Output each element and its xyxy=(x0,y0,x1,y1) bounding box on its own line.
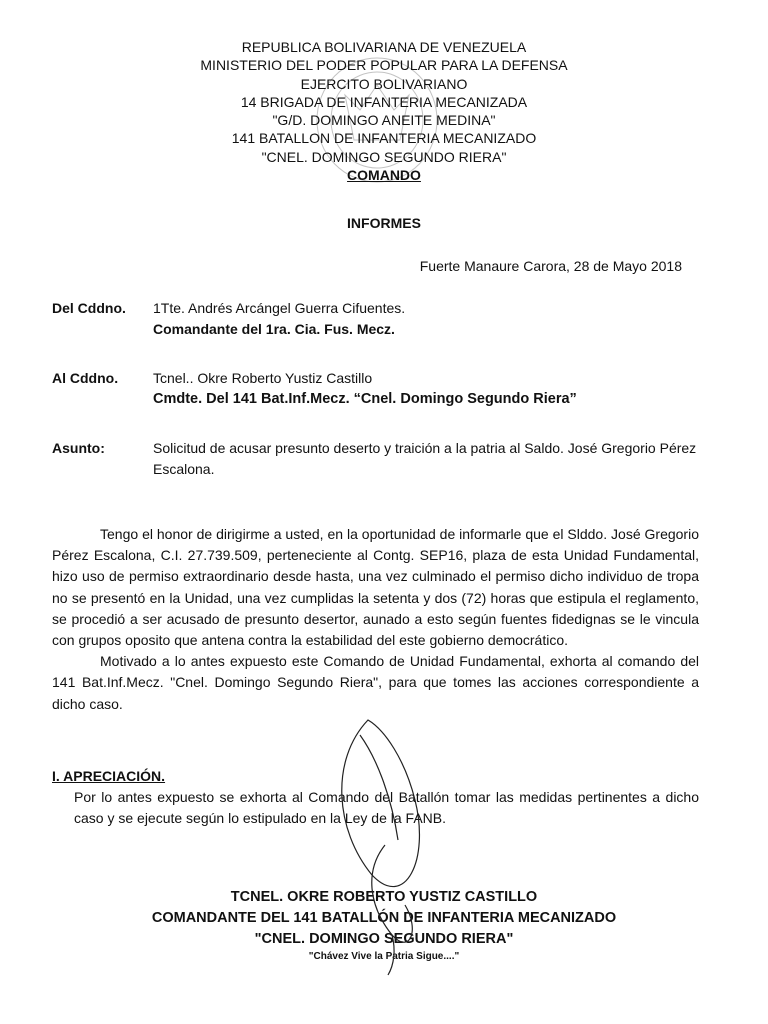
letterhead xyxy=(100,38,668,184)
letterhead-line: EJERCITO BOLIVARIANO xyxy=(300,75,468,92)
document-title: INFORMES xyxy=(347,215,421,231)
letterhead-line: 14 BRIGADA DE INFANTERIA MECANIZADA xyxy=(240,93,528,110)
from-name: 1Tte. Andrés Arcángel Guerra Cifuentes. xyxy=(153,300,406,316)
subject-text: Solicitud de acusar presunto deserto y traición a la patria al Saldo. José Gregorio Pérez Escalona. xyxy=(153,440,697,477)
section-heading: I. APRECIACIÓN. xyxy=(52,768,166,784)
signatory-name: TCNEL. OKRE ROBERTO YUSTIZ CASTILLO xyxy=(230,889,538,905)
subject-label: Asunto: xyxy=(52,440,105,456)
letterhead-command: COMANDO xyxy=(347,167,421,184)
appreciation-section xyxy=(52,766,699,829)
body-paragraph: Motivado a lo antes expuesto este Comando de Unidad Fundamental, exhorta al comando del 141 Bat.Inf.Mecz. "Cnel. Domingo Segundo Riera", para que tomes las acciones correspondiente a dicho caso. xyxy=(52,653,699,712)
to-name: Tcnel.. Okre Roberto Yustiz Castillo xyxy=(153,370,373,386)
letterhead-line: "CNEL. DOMINGO SEGUNDO RIERA" xyxy=(261,148,507,165)
to-label: Al Cddno. xyxy=(52,370,119,386)
letterhead-line: "G/D. DOMINGO ANEITE MEDINA" xyxy=(272,112,496,129)
letterhead-line: MINISTERIO DEL PODER POPULAR PARA LA DEFENSA xyxy=(200,57,568,74)
document-date: Fuerte Manaure Carora, 28 de Mayo 2018 xyxy=(419,258,682,274)
section-text: Por lo antes expuesto se exhorta al Comando del Batallón tomar las medidas pertinentes a dicho caso y se ejecute según lo estipulado en la Ley de la FANB. xyxy=(74,789,699,826)
signatory-title: COMANDANTE DEL 141 BATALLÓN DE INFANTERIA MECANIZADO xyxy=(151,910,617,926)
from-role: Comandante del 1ra. Cia. Fus. Mecz. xyxy=(153,321,395,337)
signatory-unit: "CNEL. DOMINGO SEGUNDO RIERA" xyxy=(254,931,514,947)
motto: "Chávez Vive la Patria Sigue...." xyxy=(308,951,460,962)
body-paragraph: Tengo el honor de dirigirme a usted, en la oportunidad de informarle que el Slddo. José Gregorio Pérez Escalona, C.I. 27.739.509, perteneciente al Contg. SEP16, plaza de esta Unidad Fundamental, hizo uso de permiso extraordinario desde hasta, una vez culminado el permiso dicho individuo de tropa no se presentó en la Unidad, una vez cumplidas la setenta y dos (72) horas que estipula el reglamento, se procedió a ser acusado de presunto desertor, aunado a esto según fuentes fidedignas se le vincula con grupos oposito que antena contra la estabilidad del este gobierno democrático. xyxy=(52,526,699,649)
letterhead-line: 141 BATALLON DE INFANTERIA MECANIZADO xyxy=(231,130,537,147)
signature-block xyxy=(0,887,768,964)
to-role: Cmdte. Del 141 Bat.Inf.Mecz. “Cnel. Domingo Segundo Riera” xyxy=(153,391,577,407)
from-label: Del Cddno. xyxy=(52,300,126,316)
letterhead-line: REPUBLICA BOLIVARIANA DE VENEZUELA xyxy=(241,39,527,55)
body-text xyxy=(52,524,699,715)
